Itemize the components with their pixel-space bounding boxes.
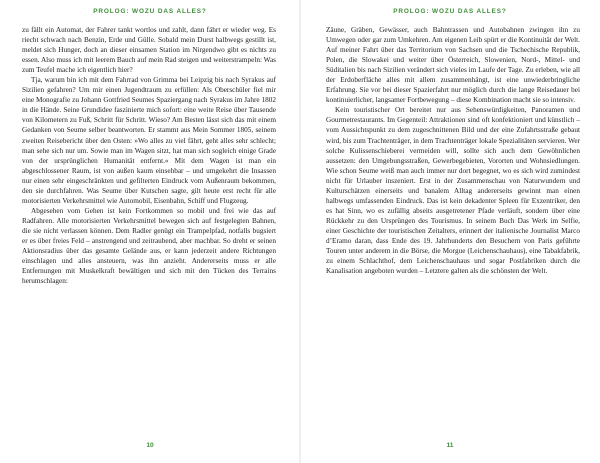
page-number-right: 11 bbox=[446, 442, 454, 449]
paragraph: Zäune, Gräben, Gewässer, auch Bahntrassen und Autobahnen zwingen ihn zu Umwegen oder gar zum Umkehren. Am eigenen Leib spürt er die Kontinuität der Welt. Auf meiner Fahrt über das Territorium von Sachsen und die Tschechische Republik, Polen, die Slowakei und weiter über Österreich, Slowenien, Nord-, Mittel- und Süditalien bis nach Sizilien verändert sich vieles im Laufe der Tage. Zu erleben, wie all der Erdoberfläche alles mit allem zusammenhängt, ist eine unwiederbringliche Erfahrung. Sie vor bei dieser Spazierfahrt nur möglich durch die lange Reisedauer bei kontinuierlicher, langsamer Fortbewegung – diese Kombination macht sie so intensiv. bbox=[326, 26, 580, 105]
right-page bbox=[300, 0, 600, 463]
body-text-left bbox=[22, 25, 276, 286]
running-head-left: PROLOG: WOZU DAS ALLES? bbox=[93, 8, 207, 15]
paragraph: Abgesehen vom Gehen ist kein Fortkommen so mobil und frei wie das auf Radfahren. Alle motorisierten Verkehrsmittel bewegen sich auf festgelegten Bahnen, die sie nicht verlassen können. Dem Radler genügt ein Trampelpfad, notfalls bugsiert er es über freies Feld – anstrengend und zeitraubend, aber machbar. So dreht er seinen Aktionsradius über das gesamte Gelände aus, er kann jederzeit andere Richtungen einschlagen und alles ansteuern, was ihn anzieht. Andererseits muss er alle Entfernungen mit Muskelkraft bewältigen und sich mit den Tücken des Terrains herumschlagen: bbox=[22, 206, 276, 286]
running-head-right: PROLOG: WOZU DAS ALLES? bbox=[393, 8, 507, 15]
body-text-right bbox=[326, 25, 580, 276]
page-number-left: 10 bbox=[146, 442, 154, 449]
paragraph: Tja, warum bin ich mit dem Fahrrad von Grimma bei Leipzig bis nach Syrakus auf Sizilien gefahren? Um mir einen Jugendtraum zu erfüllen: Als Oberschüler fiel mir eine Monografie zu Johann Gottfried Seumes Spaziergang nach Syrakus im Jahre 1802 in die Hände. Seine Grundidee faszinierte mich sofort: eine weite Reise über Tausende von Kilometern zu Fuß, Schritt für Schritt. Wieso? Am Besten lässt sich das mit einem Gedanken von Seume selber beantworten. Er stammt aus Mein Sommer 1805, seinem zweiten Reisebericht über den Osten: »Wo alles zu viel fährt, geht alles sehr schlecht; man sehe sich nur um. Sowie man im Wagen sitzt, hat man sich sogleich einige Grade von der ursprünglichen Humanität entfernt.« Mit dem Wagen ist man ein abgeschlossener Raum, ist von außen kaum einsehbar – und umgekehrt die Insassen nur einen sehr eingeschränkten und gefilterten Eindruck vom Außenraum bekommen, den sie durchfahren. Was Seume über Kutschen sagte, gilt heute erst recht für alle motorisierten Verkehrsmittel wie Automobil, Eisenbahn, Schiff und Flugzeug. bbox=[22, 76, 276, 205]
paragraph: zu fällt ein Automat, der Fahrer tankt wortlos und zahlt, dann fährt er wieder weg. Es riecht schwach nach Benzin, Erde und Gülle. Sobald mein Durst halbwegs gestillt ist, meldet sich Hunger, doch an dieser einsamen Station im Nirgendwo gibt es nichts zu essen. Also muss ich mit leerem Bauch auf mein Rad steigen und weiterstrampeln: Was zum Teufel mache ich eigentlich hier? bbox=[22, 26, 276, 75]
paragraph: Kein touristischer Ort bereitet nur aus Sehenswürdigkeiten, Panoramen und Gourmetrestaurants. Im Gegenteil: Attraktionen sind oft konfektioniert und künstlich – vom Aussichtspunkt zu dem zugeschnittenen Bild und der eine Zufahrtsstraße gebaut wird, bis zum Trachtenträger, in dem Trachtenträger lokale Spezialitäten servieren. Wer solche Kulissenschieberei vermeiden will, sollte sich auch dem Gewöhnlichen aussetzen: den Umgebungsstraßen, Gewerbegebieten, Vororten und Wohnsiedlungen. Wie schon Seume weiß man auch immer nur dort begegnet, wo es sich wird zumindest nicht für Urlauber inszeniert. Erst in der Zusammenschau von Naturwundern und Kulturschätzen einerseits und banalem Alltag andererseits gewinnt man einen halbwegs umfassenden Eindruck. Das ist kein dekadenter Spleen für Exzentriker, den es hat Sinn, wo es zufällig abseits ausgetretener Pfade verläuft, sondern über eine Rückkehr zu den Ursprüngen des Tourismus. In seinem Buch Das Werk im Selfie, einer Geschichte der touristischen Zeitalters, erinnert der italienische Journalist Marco d’Eramo daran, dass Ende des 19. Jahrhunderts den Besuchern von Paris geführte Touren unter anderem in die Börse, die Morgue (Leichenschauhaus), eine Tabakfabrik, zu einem Schlachthof, dem Leichenschauhaus und sogar Postfabriken durch die Kanalisation angeboten wurden – Letztere galten als die schönsten der Welt. bbox=[326, 106, 580, 276]
